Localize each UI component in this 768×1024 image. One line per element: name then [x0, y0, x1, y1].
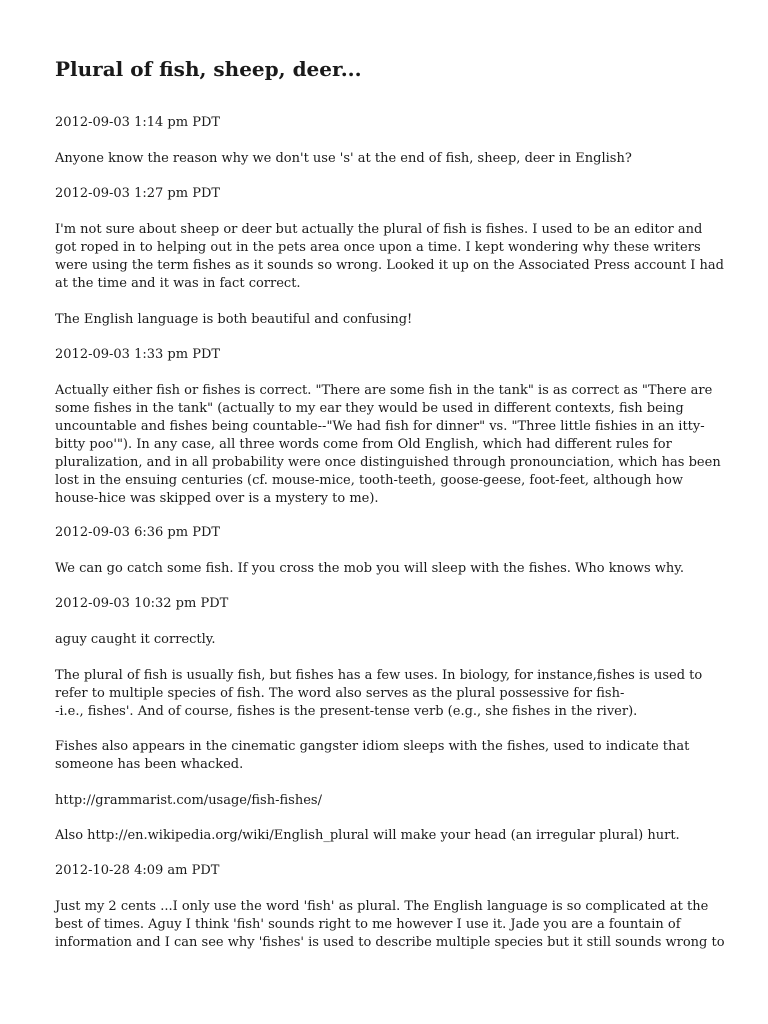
post-timestamp: 2012-09-03 6:36 pm PDT [55, 525, 221, 540]
post-text-line: Actually either fish or fishes is correct. "There are some fish in the tank" is as correct as "There are [55, 383, 713, 398]
post-text-line: -i.e., fishes'. And of course, fishes is the present-tense verb (e.g., she fishes in the river). [55, 704, 638, 719]
post-text-line: Fishes also appears in the cinematic gangster idiom sleeps with the fishes, used to indicate that [55, 739, 690, 754]
post-text-line: pluralization, and in all probability were once distinguished through pronounciation, which has been [55, 455, 721, 470]
post-text-line: were using the term fishes as it sounds so wrong. Looked it up on the Associated Press account I had [55, 258, 724, 273]
post-text-line: house-hice was skipped over is a mystery to me). [55, 491, 379, 506]
post-text-line: We can go catch some fish. If you cross the mob you will sleep with the fishes. Who knows why. [55, 561, 685, 576]
post-text-line: lost in the ensuing centuries (cf. mouse-mice, tooth-teeth, goose-geese, foot-feet, although how [55, 473, 684, 488]
post-text-line: information and I can see why 'fishes' is used to describe multiple species but it still sounds wrong to [55, 935, 725, 950]
post-text-line: The plural of fish is usually fish, but fishes has a few uses. In biology, for instance,fishes is used to [55, 668, 703, 683]
post-text-line: The English language is both beautiful and confusing! [55, 312, 413, 327]
post-text-line [55, 792, 322, 810]
post-timestamp: 2012-09-03 1:33 pm PDT [55, 347, 221, 362]
post-text-line: someone has been whacked. [55, 757, 244, 772]
post-text-line: some fishes in the tank" (actually to my ear they would be used in different contexts, fish being [55, 401, 684, 416]
post-text-line: I'm not sure about sheep or deer but actually the plural of fish is fishes. I used to be an editor and [55, 222, 703, 237]
post-timestamp: 2012-09-03 1:14 pm PDT [55, 115, 221, 130]
post-text-line: Anyone know the reason why we don't use 's' at the end of fish, sheep, deer in English? [55, 151, 632, 166]
post-timestamp: 2012-09-03 10:32 pm PDT [55, 596, 229, 611]
page-title: Plural of fish, sheep, deer... [55, 57, 362, 81]
post-text-line: at the time and it was in fact correct. [55, 276, 301, 291]
post-text-line: got roped in to helping out in the pets area once upon a time. I kept wondering why these writers [55, 240, 701, 255]
post-timestamp: 2012-10-28 4:09 am PDT [55, 863, 220, 878]
post-text-line: uncountable and fishes being countable--"We had fish for dinner" vs. "Three little fishies in an itty- [55, 419, 705, 434]
post-text-line: best of times. Aguy I think 'fish' sounds right to me however I use it. Jade you are a fountain of [55, 917, 681, 932]
post-text-line: bitty poo'"). In any case, all three words come from Old English, which had different rules for [55, 437, 672, 452]
post-timestamp: 2012-09-03 1:27 pm PDT [55, 186, 221, 201]
post-text-line: refer to multiple species of fish. The word also serves as the plural possessive for fish- [55, 686, 625, 701]
post-text-line: aguy caught it correctly. [55, 632, 216, 647]
post-text-line: Just my 2 cents ...I only use the word 'fish' as plural. The English language is so complicated at the [55, 899, 709, 914]
post-text-line: Also http://en.wikipedia.org/wiki/English_plural will make your head (an irregular plural) hurt. [55, 828, 680, 843]
grammarist-link[interactable]: http://grammarist.com/usage/fish-fishes/ [55, 793, 322, 808]
